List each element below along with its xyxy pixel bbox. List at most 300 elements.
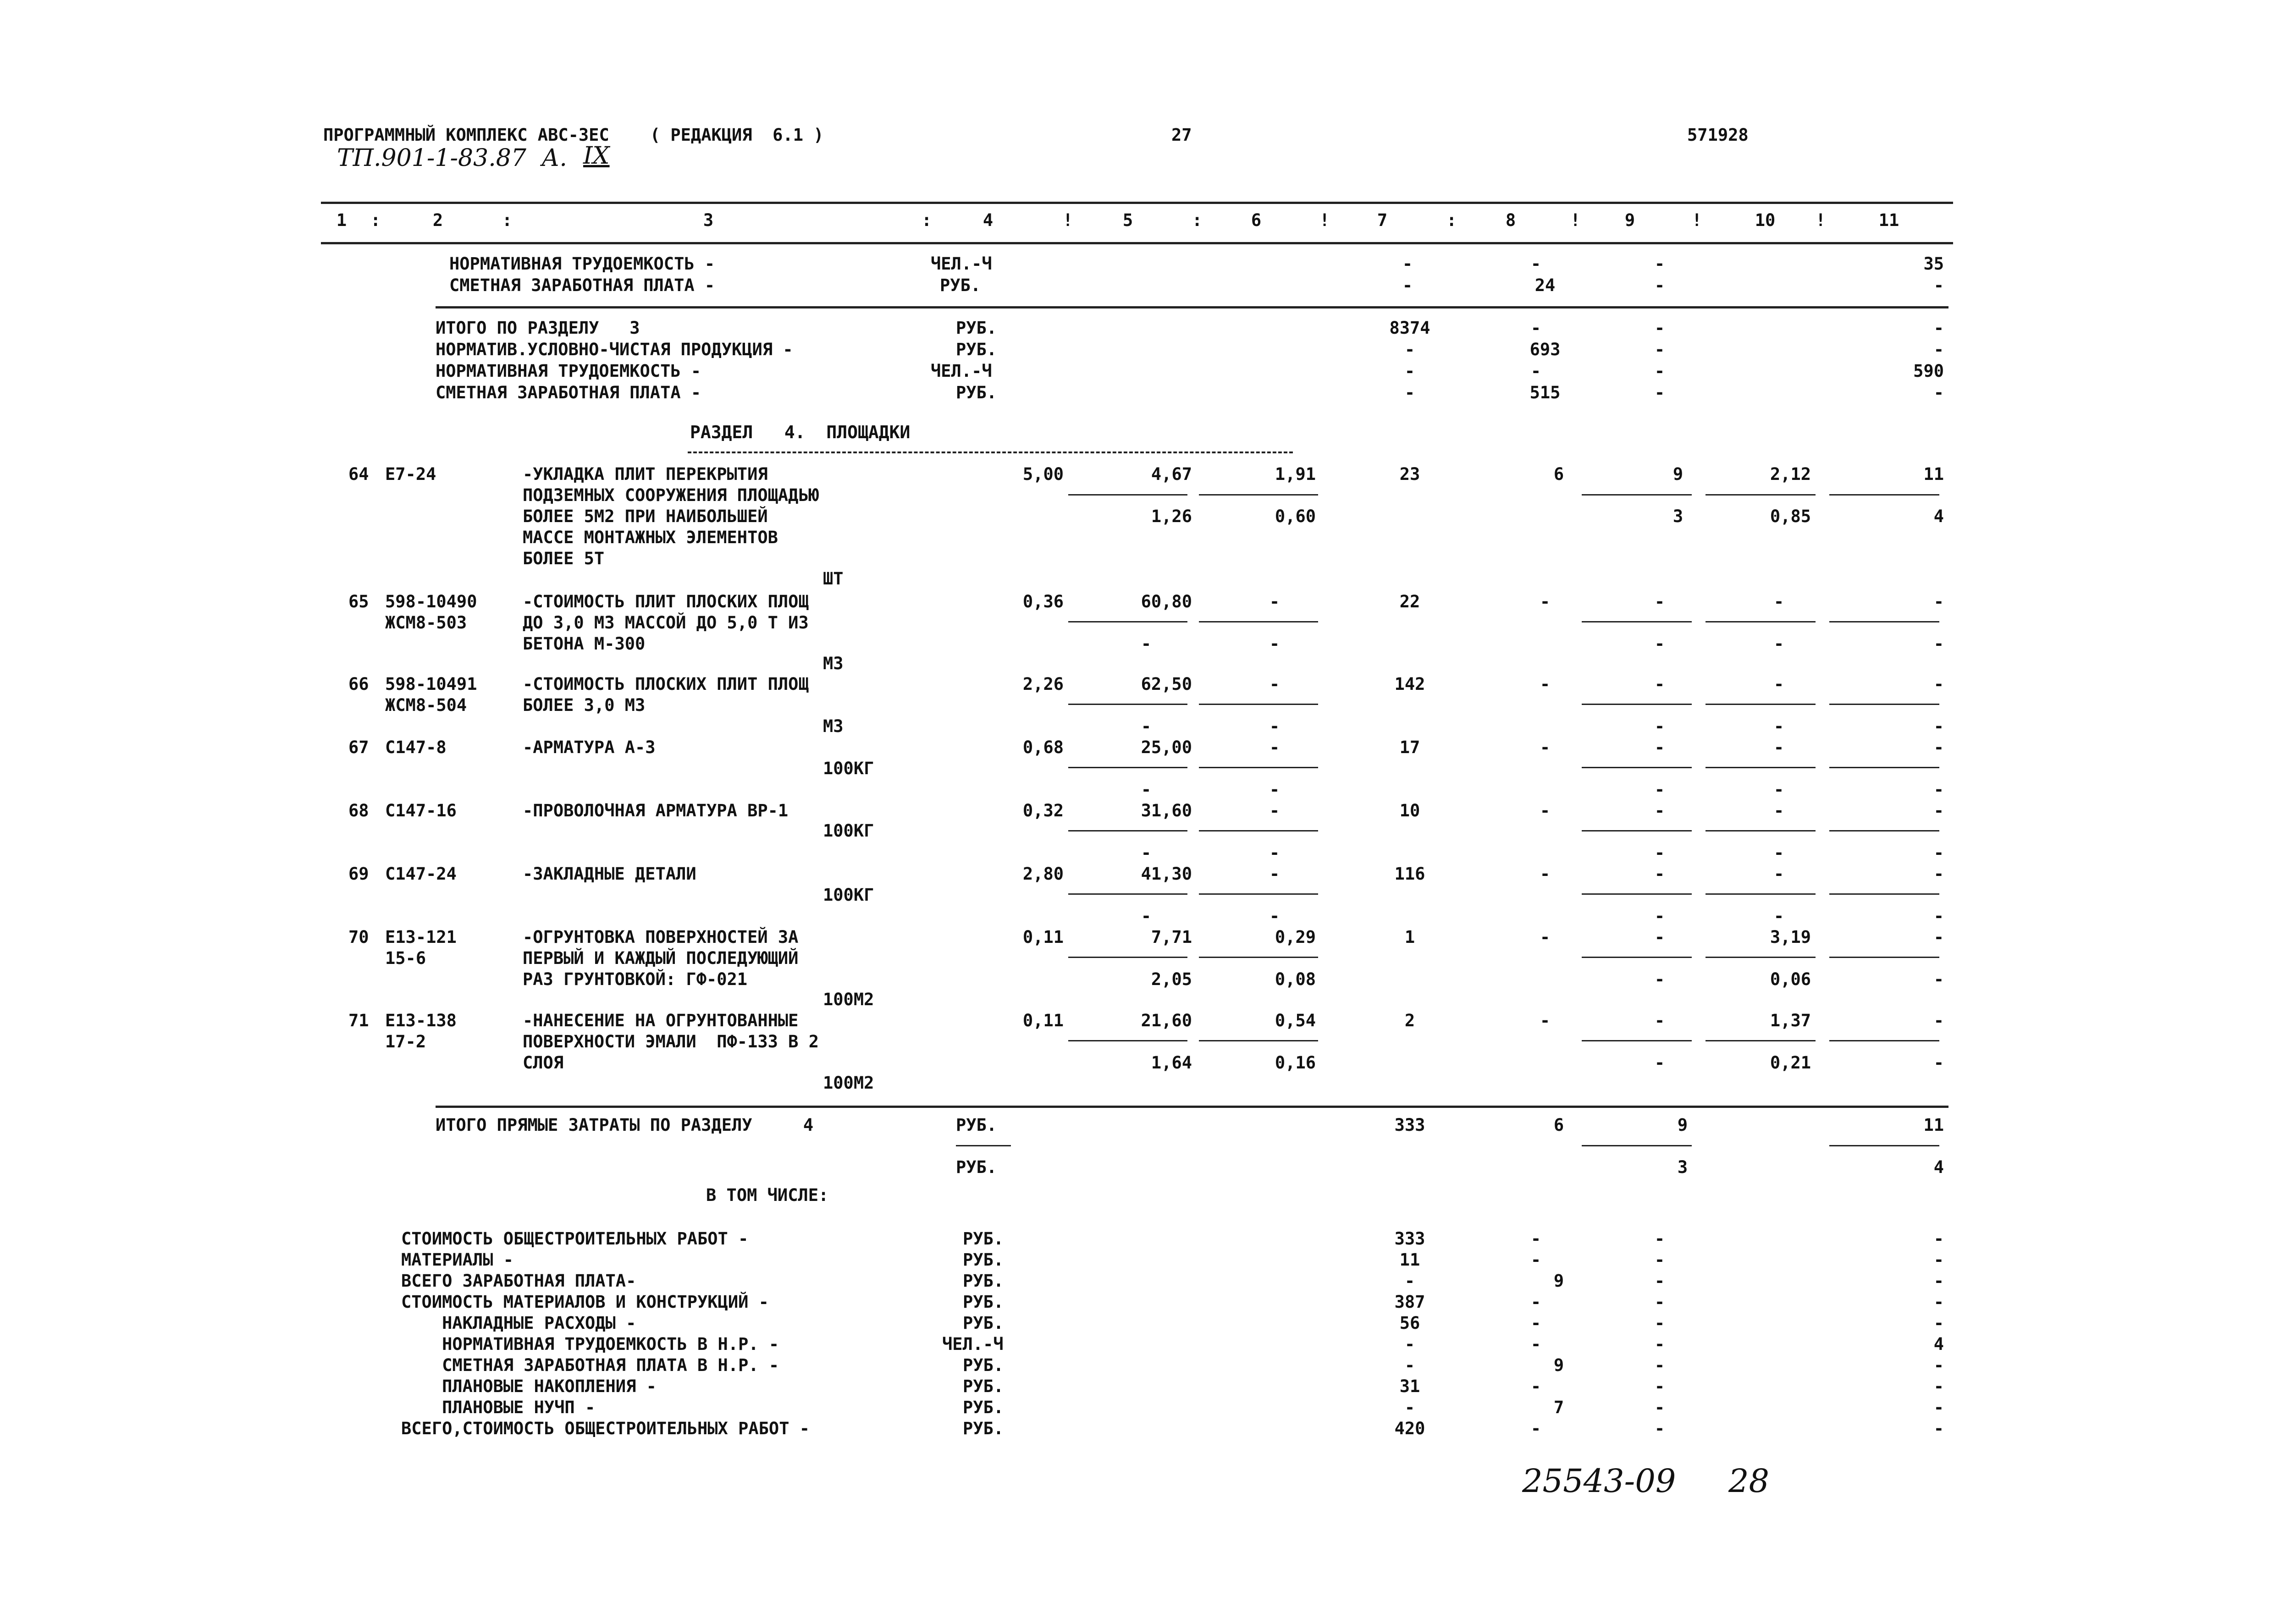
cell-c7: 333 [1394, 1115, 1425, 1135]
cell-c6: 1,91 [1275, 464, 1316, 484]
cell-c11: - [1933, 383, 1944, 402]
cell-c5: - [1141, 634, 1152, 654]
cell-c8: - [1540, 738, 1551, 757]
cell-c8: - [1540, 674, 1551, 694]
split-rule [1706, 704, 1816, 705]
cell-c9: - [1654, 275, 1665, 295]
section4-underline [688, 451, 1293, 453]
total-unit: РУБ. [956, 340, 997, 359]
summary-label: СМЕТНАЯ ЗАРАБОТНАЯ ПЛАТА В Н.Р. - [401, 1355, 779, 1375]
cell-c7: 333 [1394, 1229, 1425, 1249]
cell-c9: - [1654, 383, 1665, 402]
cell-c8: - [1530, 1419, 1541, 1438]
col-header-3: 3 [703, 210, 714, 230]
cell-c10: 0,85 [1770, 506, 1811, 526]
split-rule [1706, 767, 1816, 768]
cell-c8: - [1530, 1250, 1541, 1270]
cell-c11: - [1933, 1419, 1944, 1438]
cell-c5: 31,60 [1141, 801, 1192, 820]
row-qty: 0,32 [1022, 801, 1064, 820]
cell-c10: 0,06 [1770, 969, 1811, 989]
cell-c5: 21,60 [1141, 1011, 1192, 1030]
split-rule [1199, 957, 1318, 958]
split-rule [1829, 957, 1939, 958]
cell-c8: - [1540, 864, 1551, 884]
row-desc: -АРМАТУРА А-3 [523, 738, 656, 757]
cell-c11: - [1933, 275, 1944, 295]
cell-c9: - [1654, 1271, 1665, 1291]
cell-c10: - [1773, 864, 1784, 884]
cell-c9: - [1654, 1355, 1665, 1375]
col-sep: : [1192, 210, 1203, 230]
summary-label: СТОИМОСТЬ ОБЩЕСТРОИТЕЛЬНЫХ РАБОТ - [401, 1229, 749, 1249]
row-number: 70 [348, 927, 369, 947]
cell-c9: - [1654, 1376, 1665, 1396]
cell-c11: - [1933, 843, 1944, 863]
split-rule [1199, 704, 1318, 705]
cell-c11: - [1933, 906, 1944, 926]
cell-c7: 420 [1394, 1419, 1425, 1438]
row-unit: 100КГ [823, 821, 874, 841]
handwritten-doc-number: 25543-09 [1522, 1462, 1676, 1500]
cell-c9: - [1654, 1419, 1665, 1438]
cell-c9: - [1654, 969, 1665, 989]
cell-c6: - [1269, 716, 1280, 736]
summary-label: МАТЕРИАЛЫ - [401, 1250, 514, 1270]
col-header-4: 4 [982, 210, 993, 230]
cell-c11: - [1933, 1250, 1944, 1270]
cell-c7: 23 [1399, 464, 1420, 484]
cell-c7: 142 [1394, 674, 1425, 694]
col-sep: ! [1570, 210, 1581, 230]
cell-c5: 4,67 [1151, 464, 1192, 484]
row-unit: 100КГ [823, 885, 874, 905]
section4-title: РАЗДЕЛ 4. ПЛОЩАДКИ [690, 422, 911, 442]
row-code: Е13-138 [385, 1011, 457, 1030]
cell-c7: - [1404, 340, 1415, 359]
cell-c5: - [1141, 906, 1152, 926]
cell-c11: 4 [1933, 1334, 1944, 1354]
cell-c11: - [1933, 716, 1944, 736]
split-rule [1199, 830, 1318, 831]
cell-c5: - [1141, 716, 1152, 736]
col-header-8: 8 [1505, 210, 1516, 230]
cell-c9: - [1654, 254, 1665, 274]
total-unit: ЧЕЛ.-Ч [931, 361, 992, 381]
cell-c8: - [1540, 927, 1551, 947]
cell-c11: 4 [1933, 506, 1944, 526]
cell-c5: 62,50 [1141, 674, 1192, 694]
col-sep: ! [1319, 210, 1330, 230]
cell-c11: - [1933, 674, 1944, 694]
cell-c11: 35 [1923, 254, 1944, 274]
cell-c10: - [1773, 716, 1784, 736]
row-desc: -СТОИМОСТЬ ПЛИТ ПЛОСКИХ ПЛОЩ [523, 592, 809, 611]
cell-c11: - [1933, 738, 1944, 757]
cell-c8: 9 [1553, 1271, 1564, 1291]
split-rule [1706, 621, 1816, 622]
total-label: НОРМАТИВНАЯ ТРУДОЕМКОСТЬ - [436, 361, 701, 381]
col-header-1: 1 [336, 210, 347, 230]
split-rule [1068, 893, 1187, 895]
cell-c11: - [1933, 864, 1944, 884]
cell-c11: - [1933, 1355, 1944, 1375]
summary-label: ВСЕГО,СТОИМОСТЬ ОБЩЕСТРОИТЕЛЬНЫХ РАБОТ - [401, 1419, 810, 1438]
total-unit: РУБ. [956, 318, 997, 338]
cell-c5: 1,64 [1151, 1053, 1192, 1073]
summary-unit: РУБ. [963, 1355, 1004, 1375]
row-unit: М3 [823, 716, 844, 736]
cell-c11: - [1933, 318, 1944, 338]
split-rule [1582, 893, 1692, 895]
cell-c10: 0,21 [1770, 1053, 1811, 1073]
cell-c11: - [1933, 1313, 1944, 1333]
cell-c11: - [1933, 969, 1944, 989]
split-rule [1582, 494, 1692, 495]
cell-c11: - [1933, 340, 1944, 359]
cell-c10: - [1773, 906, 1784, 926]
row-code: С147-16 [385, 801, 457, 820]
cell-c7: 387 [1394, 1292, 1425, 1312]
cell-c8: 693 [1529, 340, 1561, 359]
direct-costs-rule [436, 1106, 1948, 1108]
split-rule [1582, 621, 1692, 622]
row-desc: ПОДЗЕМНЫХ СООРУЖЕНИЯ ПЛОЩАДЬЮ [523, 485, 819, 505]
cell-c9: - [1654, 1011, 1665, 1030]
cell-c7: 1 [1404, 927, 1415, 947]
cell-c7: 56 [1399, 1313, 1420, 1333]
split-rule [1582, 767, 1692, 768]
split-rule [1829, 767, 1939, 768]
cell-c9: - [1654, 1313, 1665, 1333]
cell-c7: - [1402, 275, 1413, 295]
summary-label: ВСЕГО ЗАРАБОТНАЯ ПЛАТА- [401, 1271, 636, 1291]
row-qty: 5,00 [1022, 464, 1064, 484]
row-desc: МАССЕ МОНТАЖНЫХ ЭЛЕМЕНТОВ [523, 528, 778, 547]
split-rule [1068, 1040, 1187, 1041]
row-code: 598-10490 [385, 592, 477, 611]
row-qty: 0,11 [1022, 1011, 1064, 1030]
cell-c9: - [1654, 634, 1665, 654]
cell-c8: 7 [1553, 1398, 1564, 1417]
summary-unit: РУБ. [963, 1398, 1004, 1417]
split-rule [1068, 621, 1187, 622]
col-header-6: 6 [1251, 210, 1262, 230]
total-unit: РУБ. [956, 383, 997, 402]
row-code: 15-6 [385, 948, 426, 968]
split-rule [1706, 957, 1816, 958]
row-desc: БОЛЕЕ 5М2 ПРИ НАИБОЛЬШЕЙ [523, 506, 768, 526]
summary-label: ПЛАНОВЫЕ НУЧП - [401, 1398, 596, 1417]
document-code: 571928 [1687, 125, 1749, 145]
split-rule [1706, 1040, 1816, 1041]
cell-c8: - [1530, 1313, 1541, 1333]
album-number: IX [583, 142, 610, 170]
cell-c8: 24 [1534, 275, 1556, 295]
cell-c8: - [1540, 1011, 1551, 1030]
row-desc: ПЕРВЫЙ И КАЖДЫЙ ПОСЛЕДУЮЩИЙ [523, 948, 799, 968]
project-id: ТП.901-1-83.87 А. [337, 144, 567, 172]
norm-labor-unit: ЧЕЛ.-Ч [931, 254, 992, 274]
row-desc: -СТОИМОСТЬ ПЛОСКИХ ПЛИТ ПЛОЩ [523, 674, 809, 694]
split-rule [1068, 957, 1187, 958]
cell-c9: - [1654, 906, 1665, 926]
row-desc: БОЛЕЕ 5Т [523, 549, 605, 568]
row-code: Е13-121 [385, 927, 457, 947]
row-number: 66 [348, 674, 369, 694]
cell-c8: - [1530, 361, 1541, 381]
row-number: 69 [348, 864, 369, 884]
cell-c8: 9 [1553, 1355, 1564, 1375]
cell-c9: - [1654, 801, 1665, 820]
cell-c11: - [1933, 801, 1944, 820]
cell-c7: - [1404, 1271, 1415, 1291]
cell-c6: - [1269, 738, 1280, 757]
row-qty: 0,68 [1022, 738, 1064, 757]
row-code: Е7-24 [385, 464, 436, 484]
col-header-5: 5 [1122, 210, 1133, 230]
cell-c5: 25,00 [1141, 738, 1192, 757]
including-title: В ТОМ ЧИСЛЕ: [706, 1185, 829, 1205]
cell-c10: - [1773, 738, 1784, 757]
col-header-10: 10 [1755, 210, 1776, 230]
split-rule [1829, 893, 1939, 895]
cell-c9: - [1654, 674, 1665, 694]
cell-c8: - [1540, 801, 1551, 820]
split-rule [1582, 957, 1692, 958]
cell-c5: 1,26 [1151, 506, 1192, 526]
split-rule [1706, 893, 1816, 895]
cell-c9: - [1654, 716, 1665, 736]
total-label: ИТОГО ПО РАЗДЕЛУ 3 [436, 318, 640, 338]
split-rule [1829, 704, 1939, 705]
handwritten-page-number: 28 [1728, 1462, 1770, 1500]
col-sep: : [502, 210, 513, 230]
split-rule [1199, 767, 1318, 768]
cell-c6: - [1269, 592, 1280, 611]
col-sep: ! [1063, 210, 1073, 230]
row-desc: СЛОЯ [523, 1053, 564, 1073]
cell-c7: - [1404, 1398, 1415, 1417]
cell-c11: - [1933, 780, 1944, 799]
cell-c9: - [1654, 1292, 1665, 1312]
cell-c7: - [1404, 1334, 1415, 1354]
cell-c7: - [1402, 254, 1413, 274]
cell-c11: 11 [1923, 1115, 1944, 1135]
summary-unit: РУБ. [963, 1376, 1004, 1396]
row-unit: ШТ [823, 569, 844, 589]
norm-labor-label: НОРМАТИВНАЯ ТРУДОЕМКОСТЬ - [449, 254, 715, 274]
split-rule [1199, 1040, 1318, 1041]
cell-c7: 10 [1399, 801, 1420, 820]
cell-c6: - [1269, 843, 1280, 863]
cell-c11: - [1933, 1292, 1944, 1312]
cell-c10: - [1773, 674, 1784, 694]
cell-c7: 17 [1399, 738, 1420, 757]
cell-c7: - [1404, 361, 1415, 381]
split-rule [1706, 830, 1816, 831]
cell-c9: - [1654, 1229, 1665, 1249]
split-rule [1199, 893, 1318, 895]
row-number: 71 [348, 1011, 369, 1030]
row-number: 65 [348, 592, 369, 611]
row-qty: 2,80 [1022, 864, 1064, 884]
cell-c9: 9 [1672, 464, 1683, 484]
cell-c8: 6 [1553, 1115, 1564, 1135]
cell-c7: 11 [1399, 1250, 1420, 1270]
row-desc: БЕТОНА М-300 [523, 634, 646, 654]
col-header-9: 9 [1624, 210, 1635, 230]
cell-c10: - [1773, 843, 1784, 863]
cell-c8: - [1530, 1229, 1541, 1249]
cell-c7: - [1404, 383, 1415, 402]
cell-c6: - [1269, 801, 1280, 820]
cell-c5: 41,30 [1141, 864, 1192, 884]
page-number: 27 [1171, 125, 1192, 145]
cell-c11: - [1933, 1011, 1944, 1030]
cell-c8: - [1530, 1334, 1541, 1354]
direct-costs-unit: РУБ. [956, 1115, 997, 1135]
row-desc: БОЛЕЕ 3,0 М3 [523, 695, 646, 715]
direct-costs-label: ИТОГО ПРЯМЫЕ ЗАТРАТЫ ПО РАЗДЕЛУ 4 [436, 1115, 814, 1135]
cell-c10: - [1773, 592, 1784, 611]
cell-c11: 11 [1923, 464, 1944, 484]
row-desc: -УКЛАДКА ПЛИТ ПЕРЕКРЫТИЯ [523, 464, 768, 484]
cell-c11: - [1933, 592, 1944, 611]
cell-c10: 1,37 [1770, 1011, 1811, 1030]
summary-unit: РУБ. [963, 1250, 1004, 1270]
split-rule [1199, 621, 1318, 622]
summary-label: НАКЛАДНЫЕ РАСХОДЫ - [401, 1313, 636, 1333]
cell-c5: - [1141, 843, 1152, 863]
summary-label: СТОИМОСТЬ МАТЕРИАЛОВ И КОНСТРУКЦИЙ - [401, 1292, 769, 1312]
cell-c7: 31 [1399, 1376, 1420, 1396]
row-unit: 100М2 [823, 990, 874, 1009]
split-rule [1582, 830, 1692, 831]
cell-c9: - [1654, 1334, 1665, 1354]
cell-c11: - [1933, 634, 1944, 654]
cell-c8: - [1530, 1376, 1541, 1396]
cell-c10: - [1773, 634, 1784, 654]
split-rule [1829, 1145, 1939, 1146]
col-header-7: 7 [1377, 210, 1388, 230]
table-top-rule [321, 202, 1953, 204]
cell-c8: 6 [1553, 464, 1564, 484]
summary-unit: РУБ. [963, 1229, 1004, 1249]
cell-c10: - [1773, 780, 1784, 799]
split-rule [1068, 494, 1187, 495]
row-qty: 2,26 [1022, 674, 1064, 694]
cell-c5: 60,80 [1141, 592, 1192, 611]
col-header-2: 2 [432, 210, 443, 230]
cell-c9: 3 [1677, 1157, 1688, 1177]
row-number: 64 [348, 464, 369, 484]
cell-c6: - [1269, 634, 1280, 654]
row-unit: М3 [823, 654, 844, 673]
direct-costs-unit: РУБ. [956, 1157, 997, 1177]
summary-label: ПЛАНОВЫЕ НАКОПЛЕНИЯ - [401, 1376, 657, 1396]
cell-c9: - [1654, 1398, 1665, 1417]
split-rule [956, 1145, 1011, 1146]
row-code: 598-10491 [385, 674, 477, 694]
cell-c11: 590 [1913, 361, 1944, 381]
program-header: ПРОГРАММНЫЙ КОМПЛЕКС АВС-3ЕС ( РЕДАКЦИЯ 6.1 ) [323, 125, 824, 145]
split-rule [1068, 830, 1187, 831]
col-sep: : [370, 210, 381, 230]
row-code: 17-2 [385, 1032, 426, 1051]
split-rule [1829, 1040, 1939, 1041]
cell-c6: - [1269, 864, 1280, 884]
row-desc: -ПРОВОЛОЧНАЯ АРМАТУРА ВР-1 [523, 801, 789, 820]
split-rule [1829, 494, 1939, 495]
cell-c5: 2,05 [1151, 969, 1192, 989]
row-code: С147-24 [385, 864, 457, 884]
row-desc: -ОГРУНТОВКА ПОВЕРХНОСТЕЙ ЗА [523, 927, 799, 947]
cell-c7: 8374 [1389, 318, 1430, 338]
split-rule [1199, 494, 1318, 495]
row-qty: 0,36 [1022, 592, 1064, 611]
cell-c8: - [1540, 592, 1551, 611]
cell-c6: 0,29 [1275, 927, 1316, 947]
cell-c9: - [1654, 592, 1665, 611]
row-unit: 100М2 [823, 1073, 874, 1093]
cell-c9: - [1654, 318, 1665, 338]
cell-c5: 7,71 [1151, 927, 1192, 947]
cell-c8: - [1530, 1292, 1541, 1312]
cell-c6: 0,54 [1275, 1011, 1316, 1030]
summary-label: НОРМАТИВНАЯ ТРУДОЕМКОСТЬ В Н.Р. - [401, 1334, 779, 1354]
cell-c10: 2,12 [1770, 464, 1811, 484]
row-desc: РАЗ ГРУНТОВКОЙ: ГФ-021 [523, 969, 748, 989]
cell-c6: 0,08 [1275, 969, 1316, 989]
cell-c7: 22 [1399, 592, 1420, 611]
total-label: СМЕТНАЯ ЗАРАБОТНАЯ ПЛАТА - [436, 383, 701, 402]
summary-unit: ЧЕЛ.-Ч [942, 1334, 1004, 1354]
cell-c9: - [1654, 738, 1665, 757]
cell-c10: - [1773, 801, 1784, 820]
cell-c9: - [1654, 1250, 1665, 1270]
row-qty: 0,11 [1022, 927, 1064, 947]
section3-rule [436, 306, 1948, 308]
cell-c8: 515 [1529, 383, 1561, 402]
cell-c10: 3,19 [1770, 927, 1811, 947]
cell-c7: - [1404, 1355, 1415, 1375]
split-rule [1829, 621, 1939, 622]
cell-c9: 9 [1677, 1115, 1688, 1135]
cell-c9: - [1654, 864, 1665, 884]
row-desc: -НАНЕСЕНИЕ НА ОГРУНТОВАННЫЕ [523, 1011, 799, 1030]
cell-c11: - [1933, 927, 1944, 947]
cell-c6: 0,60 [1275, 506, 1316, 526]
cell-c9: - [1654, 927, 1665, 947]
row-desc: -ЗАКЛАДНЫЕ ДЕТАЛИ [523, 864, 696, 884]
split-rule [1829, 830, 1939, 831]
col-header-11: 11 [1878, 210, 1899, 230]
cell-c9: - [1654, 361, 1665, 381]
cell-c9: - [1654, 1053, 1665, 1073]
cell-c11: - [1933, 1053, 1944, 1073]
col-sep: ! [1816, 210, 1826, 230]
cell-c8: - [1530, 254, 1541, 274]
cell-c5: - [1141, 780, 1152, 799]
summary-unit: РУБ. [963, 1419, 1004, 1438]
cell-c11: - [1933, 1229, 1944, 1249]
cell-c11: 4 [1933, 1157, 1944, 1177]
cell-c6: 0,16 [1275, 1053, 1316, 1073]
est-wage-unit: РУБ. [940, 275, 981, 295]
cell-c7: 116 [1394, 864, 1425, 884]
row-code: ЖСМ8-504 [385, 695, 467, 715]
